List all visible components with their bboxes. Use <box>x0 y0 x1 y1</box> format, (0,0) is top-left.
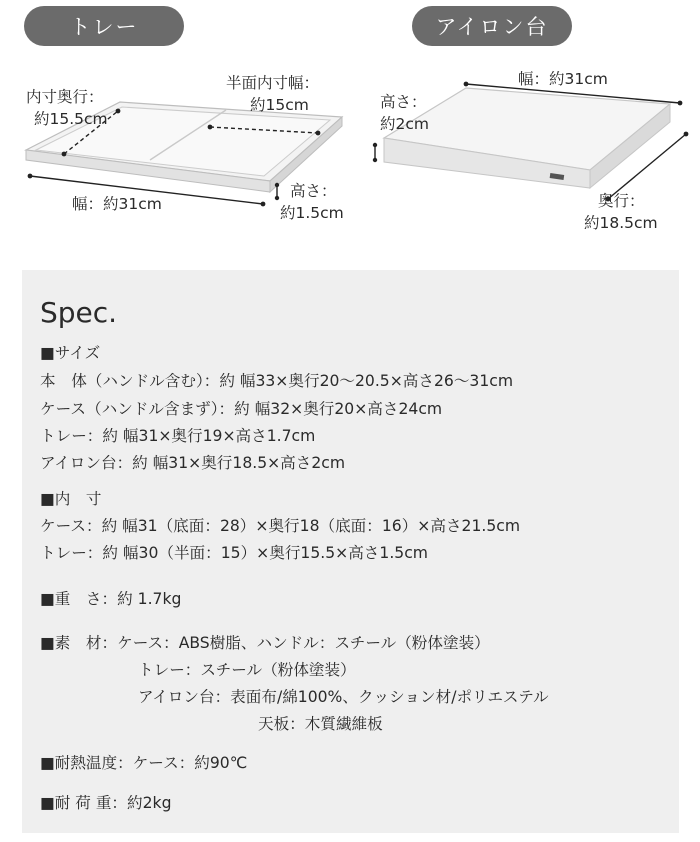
spec-material-ironing-board: アイロン台：表面布/綿100%、クッション材/ポリエステル <box>138 688 549 706</box>
spec-inner-heading: ■内 寸 <box>40 490 102 508</box>
tray-height-value: 約1.5cm <box>280 204 344 222</box>
spec-size-case: ケース（ハンドル含まず）：約 幅32×奥行20×高さ24cm <box>40 400 443 418</box>
ironing-board-depth-label <box>584 190 658 234</box>
tray-half-width-caption: 半面内寸幅： <box>226 74 320 92</box>
spec-material-tray: トレー：スチール（粉体塗装） <box>138 661 356 679</box>
tray-depth-inner-value: 約15.5cm <box>34 110 108 128</box>
tray-half-width-value: 約15cm <box>250 96 309 114</box>
tray-title: トレー <box>69 15 139 39</box>
tray-width-value: 幅：約31cm <box>72 195 162 213</box>
ironing-board-height-value: 約2cm <box>380 115 429 133</box>
tray-depth-inner-label <box>26 86 108 130</box>
tray-height-caption: 高さ： <box>290 182 337 200</box>
ironing-board-depth-value: 約18.5cm <box>584 214 658 232</box>
tray-depth-inner-caption: 内寸奥行： <box>26 88 104 106</box>
tray-width-label <box>72 193 162 215</box>
spec-panel <box>22 270 679 833</box>
tray-height-label <box>280 180 344 224</box>
ironing-board-title: アイロン台 <box>435 15 549 39</box>
ironing-board-height-label <box>380 91 429 135</box>
spec-load-capacity: ■耐 荷 重：約2kg <box>40 794 172 812</box>
ironing-board-depth-caption: 奥行： <box>598 192 645 210</box>
spec-inner-case: ケース：約 幅31（底面：28）×奥行18（底面：16）×高さ21.5cm <box>40 517 521 535</box>
spec-heat-resistance: ■耐熱温度：ケース：約90℃ <box>40 754 248 772</box>
spec-weight: ■重 さ：約 1.7kg <box>40 590 182 608</box>
spec-material-case: ■素 材：ケース：ABS樹脂、ハンドル：スチール（粉体塗装） <box>40 634 490 652</box>
spec-material-top-board: 天板：木質繊維板 <box>258 715 383 733</box>
spec-inner-tray: トレー：約 幅30（半面：15）×奥行15.5×高さ1.5cm <box>40 544 428 562</box>
spec-size-tray: トレー：約 幅31×奥行19×高さ1.7cm <box>40 427 316 445</box>
spec-size-body: 本 体（ハンドル含む）：約 幅33×奥行20〜20.5×高さ26〜31cm <box>40 372 514 390</box>
ironing-board-width-label <box>518 68 608 90</box>
tray-half-width-label <box>226 72 319 116</box>
ironing-board-height-caption: 高さ： <box>380 93 427 111</box>
spec-title: Spec. <box>40 296 118 329</box>
spec-size-ironing-board: アイロン台：約 幅31×奥行18.5×高さ2cm <box>40 454 346 472</box>
spec-size-heading: ■サイズ <box>40 344 101 362</box>
ironing-board-width-value: 幅：約31cm <box>518 70 608 88</box>
